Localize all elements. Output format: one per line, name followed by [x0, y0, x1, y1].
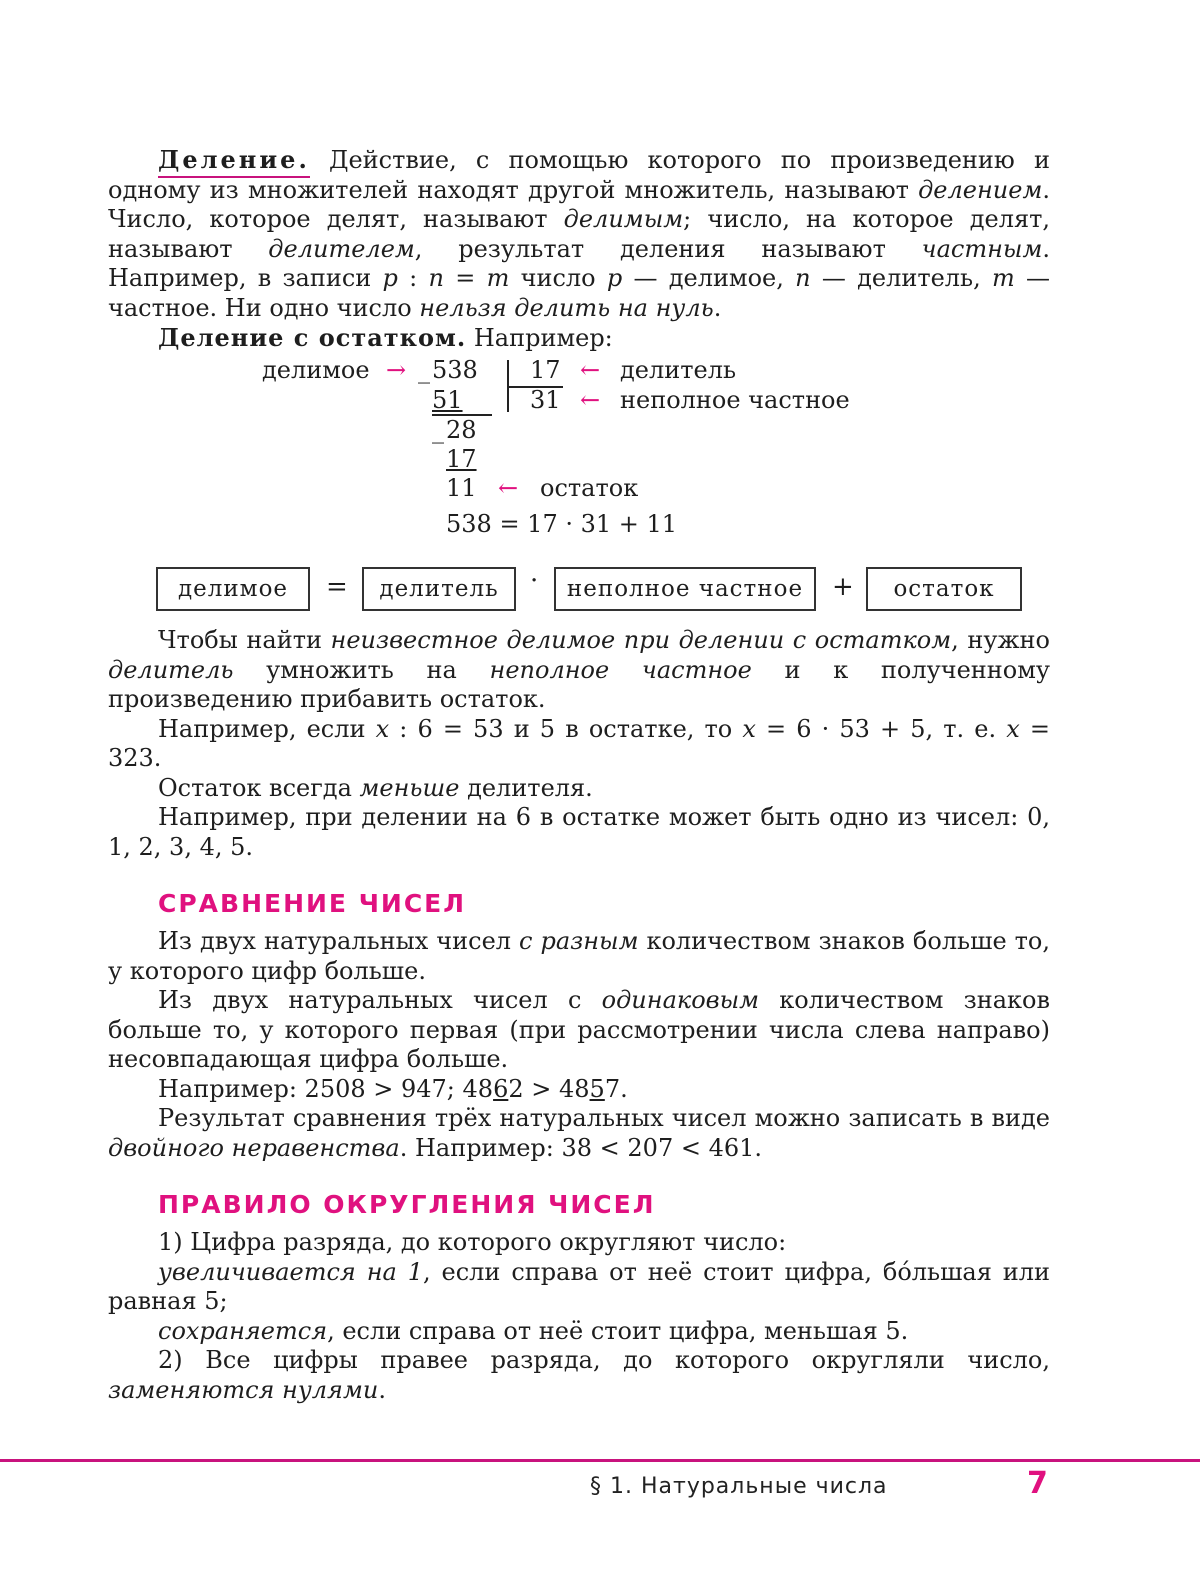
italic-text: делитель: [108, 655, 234, 684]
comparison-section: [108, 927, 1050, 1163]
comparison-heading: СРАВНЕНИЕ ЧИСЕЛ: [158, 889, 467, 918]
italic-text: m: [992, 264, 1015, 292]
footer-divider: [0, 1459, 1200, 1462]
text-run: и к полученному произведению прибавить остаток.: [108, 655, 1051, 713]
rule-paragraph: [108, 774, 1050, 804]
text-run: 7.: [604, 1074, 628, 1103]
text-run: количеством знаков больше то, у которого первая (при рассмотрении числа слева направо) несовпадающая цифра больше.: [108, 986, 1051, 1073]
text-run: Из двух натуральных чисел: [158, 927, 520, 955]
underlined-digit: 6: [493, 1074, 509, 1103]
text-run: Остаток всегда: [158, 773, 360, 802]
text-run: Чтобы найти: [158, 626, 331, 654]
multiply-sign: ·: [530, 566, 539, 596]
italic-text: заменяются нулями: [108, 1375, 379, 1404]
italic-text: x: [1006, 714, 1020, 743]
divisor-label: делитель: [620, 356, 737, 384]
step3-value: 17: [446, 445, 477, 473]
italic-text: меньше: [359, 773, 460, 802]
italic-text: x: [742, 714, 756, 743]
equals-sign: =: [326, 572, 348, 602]
text-run: 2 > 48: [508, 1074, 590, 1103]
divisor-value: 17: [530, 356, 561, 384]
italic-text: частным: [921, 234, 1043, 263]
arrow-left-icon: ←: [580, 386, 601, 414]
italic-text: n: [795, 264, 811, 292]
italic-text: делимым: [563, 205, 684, 233]
italic-text: нельзя делить на нуль: [419, 293, 714, 322]
italic-text: m: [486, 264, 510, 292]
italic-text: делителем: [268, 234, 415, 263]
text-run: , если справа от неё стоит цифра, бóльшая или равная 5;: [108, 1257, 1050, 1315]
remainder-label: остаток: [540, 474, 639, 502]
text-run: 2) Все цифры правее разряда, до которого округляли число,: [158, 1346, 1050, 1374]
comparison-paragraph: [108, 986, 1050, 1075]
rounding-section: [108, 1228, 1050, 1405]
italic-text: двойного неравенства: [108, 1133, 400, 1162]
dividend-value: 538: [432, 356, 478, 384]
comparison-paragraph: [108, 1075, 1050, 1105]
text-run: ; число, на которое делят, называют: [108, 205, 1050, 263]
underlined-digit: 5: [589, 1074, 605, 1103]
rule-paragraph: [108, 715, 1050, 774]
italic-text: делением: [918, 175, 1043, 204]
text-run: делителя.: [459, 773, 593, 802]
division-definition: [108, 145, 1050, 323]
text-run: . Число, которое делят, называют: [108, 175, 1050, 233]
text-run: = 323.: [108, 714, 1050, 772]
italic-text: p: [606, 264, 623, 292]
rounding-paragraph: [108, 1228, 1050, 1258]
text-run: Действие, с помощью которого по произведению и одному из множителей находят другой множитель, называют: [108, 146, 1050, 204]
step2-value: 28: [446, 416, 477, 444]
text-run: , нужно: [951, 626, 1050, 654]
text-run: Из двух натуральных чисел с: [158, 986, 602, 1014]
rounding-paragraph: [108, 1346, 1050, 1405]
text-run: : 6 = 53 и 5 в остатке, то: [389, 714, 743, 743]
text-run: число: [509, 264, 607, 292]
remainder-intro: [108, 323, 1050, 354]
remainder-intro-text: Например:: [466, 324, 613, 352]
formula-box-divisor: делитель: [362, 567, 516, 611]
dividend-label: делимое: [262, 356, 370, 384]
italic-text: n: [428, 264, 444, 292]
rule-paragraph: [108, 803, 1050, 862]
footer-section-title: § 1. Натуральные числа: [590, 1474, 888, 1499]
rounding-heading: ПРАВИЛО ОКРУГЛЕНИЯ ЧИСЕЛ: [158, 1190, 656, 1219]
remainder-heading: Деление с остатком.: [158, 323, 467, 352]
text-run: — делитель,: [810, 264, 992, 292]
comparison-paragraph: [108, 1104, 1050, 1163]
text-run: , результат деления называют: [414, 234, 922, 263]
text-run: умножить на: [233, 655, 490, 684]
text-run: .: [713, 293, 722, 322]
quotient-value: 31: [530, 386, 561, 414]
text-run: Результат сравнения трёх натуральных чисел можно записать в виде: [158, 1104, 1050, 1132]
rule-paragraph: [108, 626, 1050, 715]
text-run: =: [443, 264, 487, 292]
rounding-paragraph: [108, 1317, 1050, 1347]
text-run: :: [397, 264, 429, 292]
text-run: , если справа от неё стоит цифра, меньшая 5.: [327, 1316, 909, 1345]
step1-value: 51: [432, 386, 463, 414]
formula-box-dividend: делимое: [156, 567, 310, 611]
arrow-left-icon: ←: [580, 356, 601, 384]
text-run: Например: 2508 > 947; 48: [158, 1074, 494, 1103]
text-run: — частное. Ни одно число: [108, 264, 1051, 322]
italic-text: увеличивается на 1: [158, 1257, 423, 1286]
remainder-rules: [108, 626, 1050, 862]
quotient-label: неполное частное: [620, 386, 850, 414]
text-run: . Например: 38 < 207 < 461.: [399, 1133, 763, 1162]
text-run: — делимое,: [622, 264, 796, 292]
minus-sign-2: _: [432, 416, 444, 444]
text-run: . Например, в записи: [108, 234, 1050, 292]
italic-text: неизвестное делимое при делении с остатком: [330, 626, 952, 654]
italic-text: неполное частное: [489, 655, 752, 684]
formula-box-quotient: неполное частное: [554, 567, 816, 611]
text-run: Например, при делении на 6 в остатке может быть одно из чисел: 0, 1, 2, 3, 4, 5.: [108, 803, 1050, 861]
italic-text: с разным: [519, 927, 639, 955]
plus-sign: +: [832, 572, 854, 602]
check-equation: 538 = 17 · 31 + 11: [446, 510, 678, 538]
division-term: Деление.: [158, 145, 310, 178]
arrow-right-icon: →: [386, 356, 407, 384]
text-run: количеством знаков больше то, у которого цифр больше.: [108, 927, 1050, 985]
remainder-value: 11: [446, 474, 477, 502]
arrow-left-icon: ←: [498, 474, 519, 502]
italic-text: x: [375, 714, 390, 743]
formula-box-remainder: остаток: [866, 567, 1022, 611]
minus-sign-1: _: [418, 356, 430, 384]
rounding-paragraph: [108, 1258, 1050, 1317]
comparison-paragraph: [108, 927, 1050, 986]
italic-text: одинаковым: [601, 986, 760, 1014]
text-run: Например, если: [158, 714, 376, 743]
page-number: 7: [1027, 1466, 1048, 1501]
italic-text: p: [382, 264, 398, 292]
division-section: [108, 145, 1050, 354]
italic-text: сохраняется: [158, 1316, 328, 1345]
text-run: = 6 · 53 + 5, т. е.: [755, 714, 1007, 743]
text-run: 1) Цифра разряда, до которого округляют число:: [158, 1228, 787, 1256]
text-run: .: [378, 1375, 386, 1404]
